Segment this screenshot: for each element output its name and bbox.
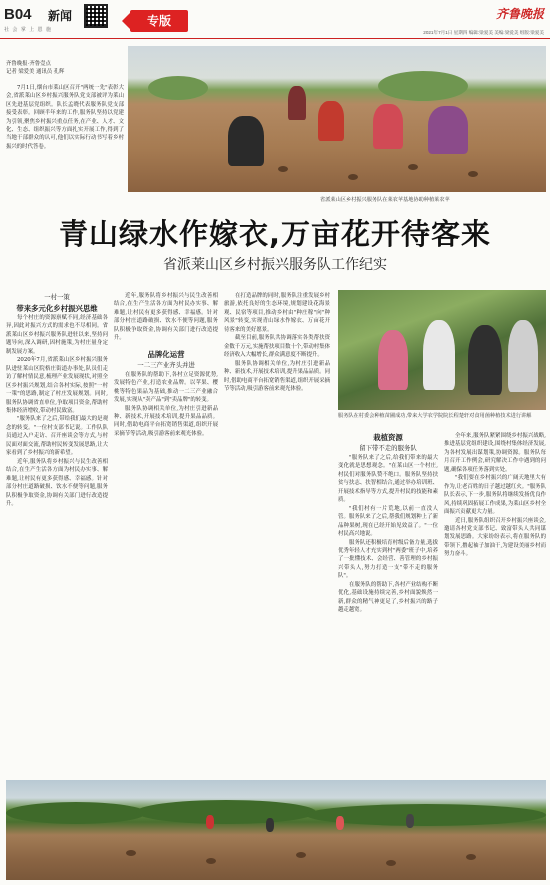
farmer-figure [406, 814, 414, 828]
farmer-figure [318, 101, 344, 141]
lead-text: 7月1日,烟台市莱山区召开"两统一先"表彰大会,省派莱山区乡村振兴服务队党支部被评为莱山区先进基层党组织。队长孟晓代表服务队党支部接受表彰。回顾半年来的工作,服务队坚持以党建为引领,聚焦乡村振兴重点任务,在产业、人才、文化、生态、组织振兴等方面扎实开展工作,得到了当地干部群众的认可,他们以实际行动书写着乡村振兴的时代答卷。 [6, 85, 124, 150]
lead-article [6, 60, 124, 151]
section1-heading-line1: 一村一策 [44, 293, 70, 301]
soil-clod [348, 174, 358, 180]
section3-paragraph: 服务队还积极培育村级后备力量,选拔优秀年轻人才充实到村"两委"班子中,培养了一批懂技术、会经营、善管理的乡村振兴带头人,努力打造一支"带不走的服务队"。 [338, 539, 438, 580]
soil-clod [126, 850, 136, 856]
section2-heading [114, 349, 218, 371]
section4-paragraph: 全年来,服务队紧紧围绕乡村振兴战略,推进基层党组织建设,围绕村集体经济发展,为各村发展出谋划策,协调资源。服务队每月召开工作例会,研究解决工作中遇到的问题,确保各项任务落到实处。 [444, 433, 546, 473]
section3-paragraph: 在服务队的帮助下,各村产业结构不断优化,基础设施持续完善,乡村面貌焕然一新,群众的精气神更足了,乡村振兴的路子越走越宽。 [338, 581, 438, 614]
section4-paragraph: 近日,服务队组织召开乡村振兴座谈会,邀请各村党支部书记、致富带头人共同谋划发展思路。大家纷纷表示,将在服务队的带领下,撸起袖子加油干,为建设美丽乡村而努力奋斗。 [444, 517, 546, 558]
section-subline: 社 会 掌 上 恩 施 [4, 27, 52, 33]
section3-heading-line1: 栽植资源 [373, 433, 403, 442]
section1-paragraph: 近年,服务队将乡村振兴与民生改善相结合,在生产生活各方面为村民办实事、解难题,让村民有更多获得感、幸福感。针对部分村庄道路破损、饮水不便等问题,服务队积极争取资金,协调有关部门进行改造提升。 [6, 458, 108, 507]
person-figure [508, 320, 538, 392]
soil-clod [408, 164, 418, 170]
column-3 [224, 292, 330, 774]
tree-icon [378, 71, 468, 101]
farmer-figure [428, 106, 468, 154]
special-badge: 专版 [130, 10, 188, 32]
section2-paragraph: 在服务队的帮助下,各村立足资源优势,发展特色产业,打造农业品牌。以苹果、樱桃等特色果品为基础,推动一二三产业融合发展,实现从"卖产品"到"卖品牌"的转变。 [114, 371, 218, 404]
farmer-figure [373, 104, 403, 149]
tree-icon [148, 76, 208, 100]
person-figure [423, 320, 455, 390]
column-2 [114, 292, 218, 774]
header-rule [0, 38, 550, 39]
newspaper-logo: 齐鲁晚报 [495, 7, 544, 21]
section3-heading [338, 432, 438, 454]
tree-line-icon [6, 802, 146, 824]
top-photo-farmers-planting [128, 46, 546, 192]
section4-paragraph: "我们要在乡村振兴的广阔天地里大有作为,让老百姓的日子越过越红火。"服务队队长表示,下一步,服务队将继续发扬优良作风,持续巩固拓展工作成果,为莱山区乡村全面振兴贡献更大力量。 [444, 475, 546, 516]
column-4 [338, 432, 438, 774]
section1-paragraph: 2020年7月,省派莱山区乡村振兴服务队进驻莱山区院格庄街道办事处,队员们走访了解村情民意,梳理产业发展现状,对照全区乡村振兴规划,结合各村实际,按照"一村一策"的思路,制定了村庄发展规划。同时,服务队协调省直单位,争取项目资金,帮助村集体经济增收,带动村民致富。 [6, 357, 108, 414]
bottom-photo-field-planting [6, 780, 546, 880]
section2-paragraph: 服务队协调相关单位,为村庄引进新品种、新技术,开展技术培训,提升果品品质。同时,借助电商平台拓宽销售渠道,组织开展采摘节等活动,吸引游客前来观光体验。 [224, 360, 330, 392]
headline: 青山绿水作嫁衣,万亩花开待客来 [58, 217, 492, 251]
soil-clod [386, 860, 396, 866]
section2-paragraph: 截至目前,服务队共协调落实各类帮扶资金数千万元,实施帮扶项目数十个,带动村集体经济收入大幅增长,群众满意度不断提升。 [224, 335, 330, 359]
section1-paragraph: 每个村庄的资源禀赋不同,经济基础各异,因此对振兴方式的需求也不尽相同。省派莱山区乡村振兴服务队进驻以来,坚持问题导向,深入调研,因村施策,为村庄量身定制发展方案。 [6, 315, 108, 355]
page-number: B04 [4, 6, 32, 23]
person-figure [468, 325, 502, 395]
farmer-figure [266, 818, 274, 832]
top-photo-caption: 省派莱山区乡村振兴服务队在莱农苹基地协助种植莱农苹 [320, 197, 450, 203]
issue-meta: 2021年7月1日 星期四 编辑:梁爱美 美编:梁爱美 组版:梁爱美 [423, 30, 544, 35]
soil-clod [296, 852, 306, 858]
column-5 [444, 432, 546, 774]
lead-byline-source: 齐鲁晚报·齐鲁壹点 [6, 61, 51, 67]
section3-heading-line2: 留下带不走的服务队 [359, 444, 417, 452]
farmer-figure [336, 816, 344, 830]
farmer-figure [288, 86, 306, 120]
section2-heading-line1: 品牌化运营 [147, 349, 185, 359]
section3-paragraph: "服务队来了之后,给我们带来的最大变化就是思想观念。"在莱山区一个村庄,村民们对服务队赞不绝口。服务队坚持扶贫与扶志、扶智相结合,通过举办培训班、开展技术指导等方式,提升村民的技能和素质。 [338, 455, 438, 504]
soil-clod [278, 166, 288, 172]
page-header [0, 0, 550, 40]
mid-photo-technical-lecture [338, 290, 546, 410]
section3-paragraph: "我们村有一片荒地,以前一直没人管。服务队来了之后,帮我们规划种上了新品种果树,现在已经开始见效益了。"一位村民高兴地说。 [338, 505, 438, 538]
farmer-figure [206, 815, 214, 829]
qr-code-icon[interactable] [84, 4, 108, 28]
section2-paragraph: 服务队协调相关单位,为村庄引进新品种、新技术,开展技术培训,提升果品品质。同时,借助电商平台拓宽销售渠道,组织开展采摘节等活动,吸引游客前来观光体验。 [114, 405, 218, 437]
section2-paragraph: 在打造品牌的同时,服务队注重发展乡村旅游,依托良好的生态环境,规划建设花海景观、民宿等项目,推动乡村由"种庄稼"向"种风景"转变,实现青山绿水作嫁衣、万亩花开待客来的美好愿景。 [224, 293, 330, 333]
column-1 [6, 292, 108, 774]
mid-photo-caption: 服务队在村委会种植苗圃成功,带来大学农学院院长程楚轩对食用菌种植技术进行讲解 [338, 413, 532, 419]
section2-heading-line2: 一二三产业齐头并进 [137, 360, 195, 369]
soil-clod [206, 858, 216, 864]
tree-line-icon [136, 800, 316, 824]
soil-clod [468, 171, 478, 177]
farmer-figure [228, 116, 264, 166]
section1-paragraph: 近年,服务队将乡村振兴与民生改善相结合,在生产生活各方面为村民办实事、解难题,让村民有更多获得感、幸福感。针对部分村庄道路破损、饮水不便等问题,服务队积极争取资金,协调有关部门进行改造提升。 [114, 293, 218, 342]
section1-paragraph: "服务队来了之后,带给我们最大的是观念的转变。"一位村支部书记说。工作队队员通过入户走访、召开座谈会等方式,与村民面对面交流,帮助村民转变发展思路,让大家看到了乡村振兴的新希望。 [6, 416, 108, 457]
section-name: 新闻 [48, 9, 73, 23]
lead-byline-authors: 记者 梁爱美 通讯员 孔辉 [6, 69, 65, 75]
section1-heading [6, 292, 108, 314]
subheadline: 省派莱山区乡村振兴服务队工作纪实 [163, 257, 387, 273]
section1-heading-line2: 带来多元化乡村振兴思维 [16, 304, 98, 313]
soil-clod [466, 854, 476, 860]
person-figure [378, 330, 408, 390]
